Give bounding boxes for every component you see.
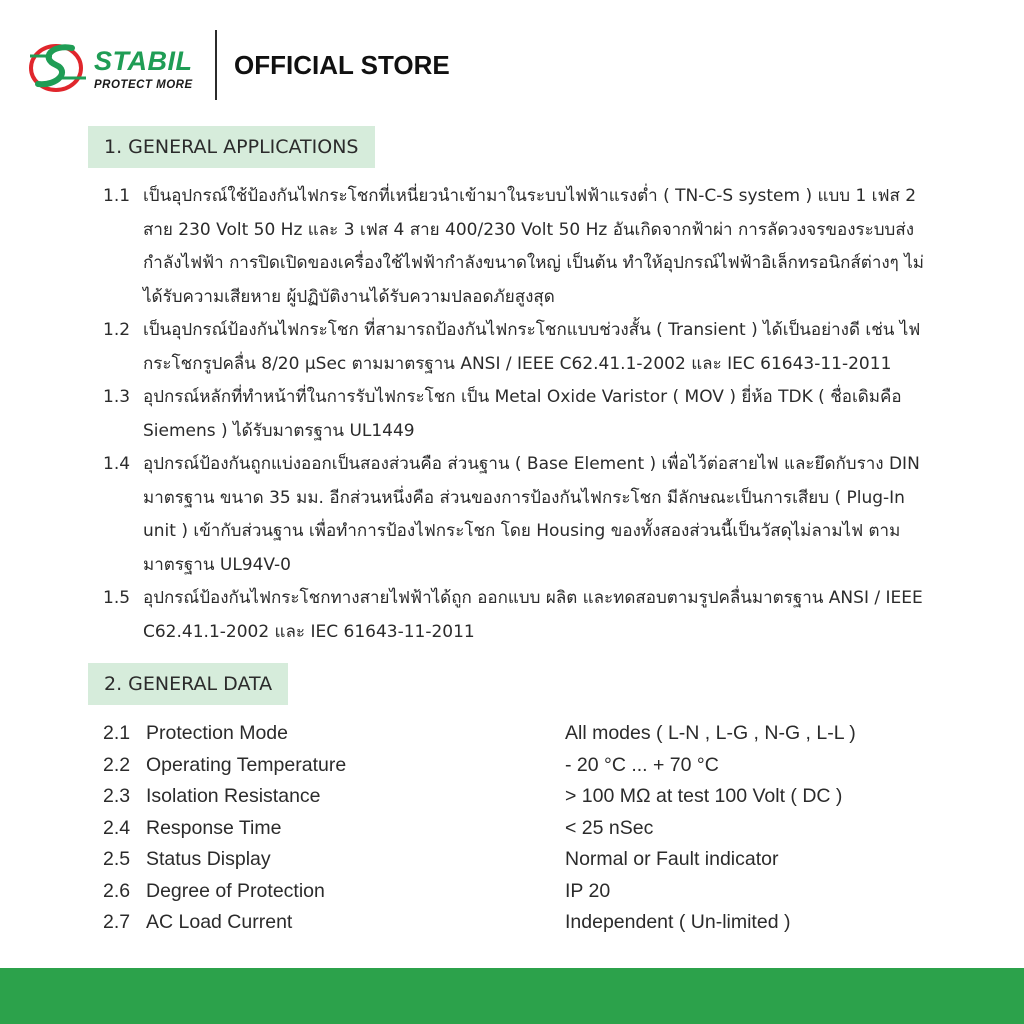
applications-list <box>103 180 933 649</box>
row-label: AC Load Current <box>146 911 293 933</box>
row-number: 2.2 <box>103 753 131 776</box>
row-value: Independent ( Un-limited ) <box>565 911 791 933</box>
item-number: 1.5 <box>103 588 131 608</box>
list-item <box>103 180 933 314</box>
item-number: 1.2 <box>103 320 131 340</box>
row-value: > 100 MΩ at test 100 Volt ( DC ) <box>565 785 843 807</box>
list-item <box>103 582 933 649</box>
general-data-table <box>103 718 923 939</box>
row-label: Status Display <box>146 848 271 870</box>
item-number: 1.1 <box>103 186 131 206</box>
header-divider <box>215 30 217 100</box>
row-value: All modes ( L-N , L-G , N-G , L-L ) <box>565 722 856 744</box>
row-value: Normal or Fault indicator <box>565 848 779 870</box>
row-label: Protection Mode <box>146 722 288 744</box>
row-value: IP 20 <box>565 879 611 902</box>
table-row <box>103 844 923 876</box>
row-label: Response Time <box>146 816 282 839</box>
row-label: Operating Temperature <box>146 753 347 776</box>
row-number: 2.6 <box>103 879 131 902</box>
item-text: เป็นอุปกรณ์ใช้ป้องกันไฟกระโชกที่เหนี่ยวนำเข้ามาในระบบไฟฟ้าแรงต่ำ ( TN-C-S system ) แบบ 1 เฟส 2 สาย 230 Volt 50 Hz และ 3 เฟส 4 สาย 400/230 Volt 50 Hz อันเกิดจากฟ้าผ่า การลัดวงจรของระบบส่งกำลังไฟฟ้า การปิดเปิดของเครื่องใช้ไฟฟ้ากำลังขนาดใหญ่ เป็นต้น ทำให้อุปกรณ์ไฟฟ้าอิเล็กทรอนิกส์ต่างๆ ไม่ได้รับความเสียหาย ผู้ปฏิบัติงานได้รับความปลอดภัยสูงสุด <box>143 186 924 307</box>
list-item <box>103 381 933 448</box>
item-text: อุปกรณ์ป้องกันไฟกระโชกทางสายไฟฟ้าได้ถูก ออกแบบ ผลิต และทดสอบตามรูปคลื่นมาตรฐาน ANSI / IEEE C62.41.1-2002 และ IEC 61643-11-2011 <box>143 588 923 642</box>
row-value: - 20 °C ... + 70 °C <box>565 753 719 776</box>
brand-name: STABIL <box>94 46 193 76</box>
row-number: 2.5 <box>103 848 131 870</box>
item-text: อุปกรณ์ป้องกันถูกแบ่งออกเป็นสองส่วนคือ ส่วนฐาน ( Base Element ) เพื่อไว้ต่อสายไฟ และยึดกับราง DIN มาตรฐาน ขนาด 35 มม. อีกส่วนหนึ่งคือ ส่วนของการป้องกันไฟกระโชก มีลักษณะเป็นการเสียบ ( Plug-In unit ) เข้ากับส่วนฐาน เพื่อทำการป้องไฟกระโชก โดย Housing ของทั้งสองส่วนนี้เป็นวัสดุไม่ลามไฟ ตามมาตรฐาน UL94V-0 <box>143 454 920 575</box>
list-item <box>103 314 933 381</box>
row-number: 2.7 <box>103 911 131 933</box>
table-row <box>103 907 923 939</box>
item-number: 1.3 <box>103 387 131 407</box>
row-label: Degree of Protection <box>146 879 325 902</box>
store-header <box>0 0 1024 110</box>
item-text: อุปกรณ์หลักที่ทำหน้าที่ในการรับไฟกระโชก เป็น Metal Oxide Varistor ( MOV ) ยี่ห้อ TDK ( ชื่อเดิมคือ Siemens ) ได้รับมาตรฐาน UL1449 <box>143 387 902 441</box>
table-row <box>103 813 923 845</box>
row-number: 2.1 <box>103 722 131 744</box>
footer-band <box>0 968 1024 1024</box>
row-number: 2.4 <box>103 816 131 839</box>
item-number: 1.4 <box>103 454 131 474</box>
row-label: Isolation Resistance <box>146 785 321 807</box>
table-row <box>103 718 923 750</box>
section-heading-general-data: 2. GENERAL DATA <box>88 663 288 705</box>
section-heading-applications: 1. GENERAL APPLICATIONS <box>88 126 375 168</box>
row-number: 2.3 <box>103 785 131 807</box>
table-row <box>103 781 923 813</box>
item-text: เป็นอุปกรณ์ป้องกันไฟกระโชก ที่สามารถป้องกันไฟกระโชกแบบช่วงสั้น ( Transient ) ได้เป็นอย่างดี เช่น ไฟกระโชกรูปคลื่น 8/20 µSec ตามมาตรฐาน ANSI / IEEE C62.41.1-2002 และ IEC 61643-11-2011 <box>143 320 921 374</box>
table-row <box>103 876 923 908</box>
stabil-logo-icon <box>26 38 90 94</box>
table-row <box>103 750 923 782</box>
list-item <box>103 448 933 582</box>
store-title: OFFICIAL STORE <box>234 50 450 80</box>
brand-tagline: PROTECT MORE <box>94 79 193 91</box>
row-value: < 25 nSec <box>565 816 654 839</box>
